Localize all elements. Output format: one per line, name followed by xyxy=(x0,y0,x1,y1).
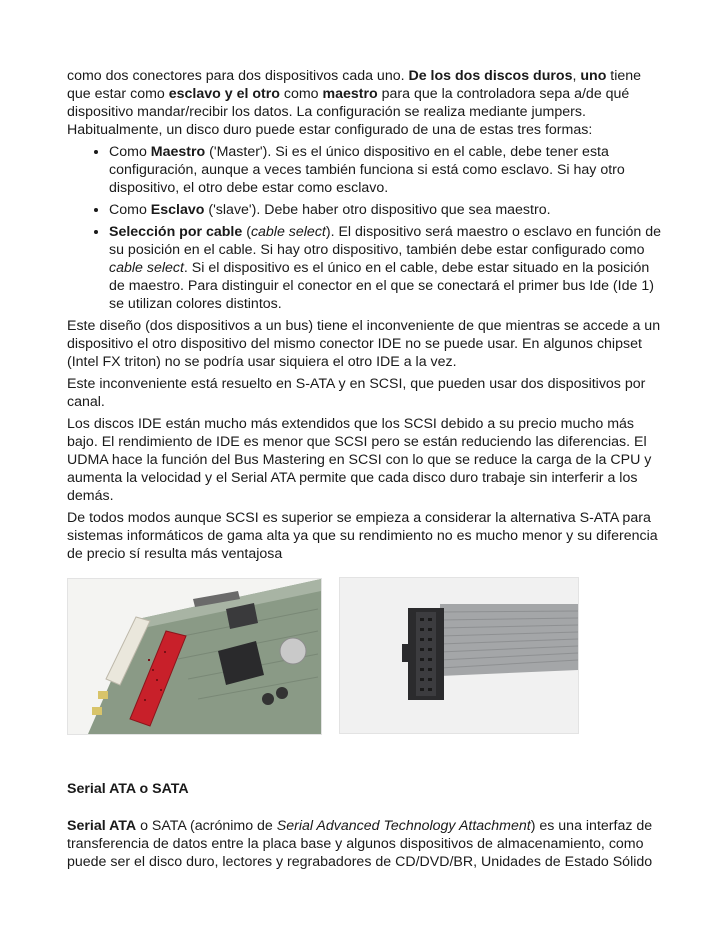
main-text xyxy=(67,67,667,567)
bold-run: Esclavo xyxy=(150,202,205,218)
motherboard-ide-photo xyxy=(67,578,322,735)
italic-run: cable select xyxy=(109,260,184,276)
text-run: ('slave'). Debe haber otro dispositivo que sea maestro. xyxy=(204,202,551,218)
text-run: como xyxy=(279,86,323,102)
text-run: Como xyxy=(109,144,151,160)
bold-run: Maestro xyxy=(150,144,206,160)
intro-paragraph xyxy=(67,67,667,139)
list-item-maestro xyxy=(109,143,667,197)
ribbon-cable-illustration xyxy=(340,578,578,733)
text-run: o SATA (acrónimo de xyxy=(136,818,277,834)
italic-run: cable select xyxy=(250,224,326,240)
paragraph-sata-scsi: Este inconveniente está resuelto en S-ATA y en SCSI, que pueden usar dos dispositivos por canal. xyxy=(67,376,646,410)
text-run: ) es una interfaz de transferencia de datos entre la placa base y algunos dispositivos de almacenamiento, como puede ser el disco duro, lectores y regrabadores de CD/DVD/BR, Unidades de Estado Sólido xyxy=(67,818,653,870)
battery xyxy=(280,638,306,664)
bold-run: uno xyxy=(580,68,607,84)
paragraph-conclusion: De todos modos aunque SCSI es superior se empieza a considerar la alternativa S-ATA para sistemas informáticos de gama alta ya que su rendimiento no es mucho menor y su diferencia de precio sí resulta más ventajosa xyxy=(67,510,658,562)
text-run: ('Master'). Si es el único dispositivo en el cable, debe tener esta configuración, aunque a veces también funciona si está como esclavo. Si hay otro dispositivo, el otro debe estar como esclavo. xyxy=(109,144,625,196)
italic-run: Serial Advanced Technology Attachment xyxy=(276,818,531,834)
text-run: ). El dispositivo será maestro o esclavo en función de su posición en el cable. Si hay otro dispositivo, también debe estar configurado como xyxy=(109,224,662,258)
sata-paragraph xyxy=(67,817,667,871)
paragraph-ide-vs-scsi: Los discos IDE están mucho más extendidos que los SCSI debido a su precio mucho más bajo. El rendimiento de IDE es menor que SCSI pero se están reduciendo las diferencias. El UDMA hace la función del Bus Mastering en SCSI con lo que se reduce la carga de la CPU y aumenta la velocidad y el Serial ATA permite que cada disco duro trabaje sin interferir a los demás. xyxy=(67,416,652,504)
bold-run: esclavo y el otro xyxy=(168,86,280,102)
text-run: Como xyxy=(109,202,151,218)
list-item-esclavo xyxy=(109,201,667,219)
text-run: . Si el dispositivo es el único en el cable, debe estar situado en la posición de maestro. Para distinguir el conector en el que se conectará el primer bus Ide (Ide 1) se utilizan colores distintos. xyxy=(109,260,654,312)
bold-run: De los dos discos duros xyxy=(408,68,573,84)
bold-run: Serial ATA xyxy=(67,818,137,834)
bold-run: maestro xyxy=(322,86,378,102)
motherboard-illustration xyxy=(68,579,321,734)
text-run: para que la controladora sepa a/de qué dispositivo mandar/recibir los datos. La configuración se realiza mediante jumpers. Habitualmente, un disco duro puede estar configurado de una de estas tres formas: xyxy=(67,86,630,138)
section-heading: Serial ATA o SATA xyxy=(67,781,189,797)
bold-run: Selección por cable xyxy=(109,224,243,240)
list-item-cable-select xyxy=(109,223,667,313)
config-list xyxy=(67,143,667,313)
text-run: , xyxy=(572,68,581,84)
paragraph-inconveniente: Este diseño (dos dispositivos a un bus) tiene el inconveniente de que mientras se accede a un dispositivo el otro dispositivo del mismo conector IDE no se puede usar. En algunos chipset (Intel FX triton) no se podría usar siquiera el otro IDE a la vez. xyxy=(67,318,661,370)
text-run: ( xyxy=(242,224,251,240)
text-run: como dos conectores para dos dispositivos cada uno. xyxy=(67,68,409,84)
text-run: tiene que estar como xyxy=(67,68,642,102)
ide-ribbon-cable-photo xyxy=(339,577,579,734)
